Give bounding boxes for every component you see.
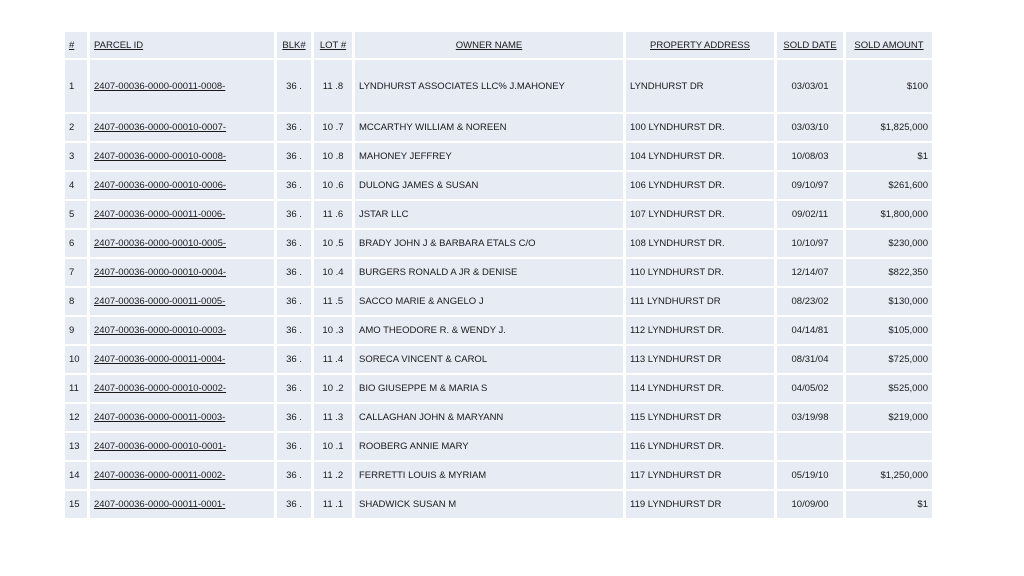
lot-number: 10 .6 bbox=[314, 172, 352, 199]
property-address: 108 LYNDHURST DR. bbox=[626, 230, 774, 257]
table-row bbox=[65, 201, 932, 228]
property-address: 110 LYNDHURST DR. bbox=[626, 259, 774, 286]
property-address: 116 LYNDHURST DR. bbox=[626, 433, 774, 460]
parcel-id-link[interactable]: 2407-00036-0000-00010-0003- bbox=[90, 317, 274, 344]
table-row bbox=[65, 143, 932, 170]
table-row bbox=[65, 462, 932, 489]
property-address: 119 LYNDHURST DR bbox=[626, 491, 774, 518]
table-body bbox=[65, 60, 932, 518]
property-address: 117 LYNDHURST DR bbox=[626, 462, 774, 489]
sold-date: 10/08/03 bbox=[777, 143, 843, 170]
table-row bbox=[65, 172, 932, 199]
lot-number: 10 .2 bbox=[314, 375, 352, 402]
table-header-row bbox=[65, 32, 932, 58]
owner-name: MCCARTHY WILLIAM & NOREEN bbox=[355, 114, 623, 141]
sold-date: 10/10/97 bbox=[777, 230, 843, 257]
owner-name: SORECA VINCENT & CAROL bbox=[355, 346, 623, 373]
row-number: 4 bbox=[65, 172, 87, 199]
block-number: 36 . bbox=[277, 288, 311, 315]
sold-date: 09/10/97 bbox=[777, 172, 843, 199]
parcel-id-link[interactable]: 2407-00036-0000-00010-0004- bbox=[90, 259, 274, 286]
lot-number: 10 .4 bbox=[314, 259, 352, 286]
owner-name: JSTAR LLC bbox=[355, 201, 623, 228]
block-number: 36 . bbox=[277, 143, 311, 170]
sold-date: 03/03/01 bbox=[777, 60, 843, 112]
block-number: 36 . bbox=[277, 172, 311, 199]
block-number: 36 . bbox=[277, 462, 311, 489]
sold-amount: $525,000 bbox=[846, 375, 932, 402]
lot-number: 11 .5 bbox=[314, 288, 352, 315]
block-number: 36 . bbox=[277, 201, 311, 228]
owner-name: FERRETTI LOUIS & MYRIAM bbox=[355, 462, 623, 489]
parcel-id-link[interactable]: 2407-00036-0000-00011-0006- bbox=[90, 201, 274, 228]
row-number: 1 bbox=[65, 60, 87, 112]
table-row bbox=[65, 346, 932, 373]
row-number: 14 bbox=[65, 462, 87, 489]
sold-date: 10/09/00 bbox=[777, 491, 843, 518]
header-owner-name[interactable]: OWNER NAME bbox=[355, 32, 623, 58]
header-blk[interactable]: BLK# bbox=[277, 32, 311, 58]
row-number: 15 bbox=[65, 491, 87, 518]
owner-name: AMO THEODORE R. & WENDY J. bbox=[355, 317, 623, 344]
lot-number: 10 .7 bbox=[314, 114, 352, 141]
property-address: 112 LYNDHURST DR. bbox=[626, 317, 774, 344]
owner-name: BURGERS RONALD A JR & DENISE bbox=[355, 259, 623, 286]
row-number: 5 bbox=[65, 201, 87, 228]
property-address: LYNDHURST DR bbox=[626, 60, 774, 112]
owner-name: SHADWICK SUSAN M bbox=[355, 491, 623, 518]
row-number: 10 bbox=[65, 346, 87, 373]
sold-amount bbox=[846, 433, 932, 460]
header-num: # bbox=[65, 32, 87, 58]
sold-amount: $725,000 bbox=[846, 346, 932, 373]
property-address: 114 LYNDHURST DR. bbox=[626, 375, 774, 402]
owner-name: SACCO MARIE & ANGELO J bbox=[355, 288, 623, 315]
parcel-id-link[interactable]: 2407-00036-0000-00011-0008- bbox=[90, 60, 274, 112]
row-number: 11 bbox=[65, 375, 87, 402]
owner-name: MAHONEY JEFFREY bbox=[355, 143, 623, 170]
table-row bbox=[65, 288, 932, 315]
block-number: 36 . bbox=[277, 433, 311, 460]
parcel-id-link[interactable]: 2407-00036-0000-00011-0001- bbox=[90, 491, 274, 518]
property-address: 113 LYNDHURST DR bbox=[626, 346, 774, 373]
parcel-id-link[interactable]: 2407-00036-0000-00010-0006- bbox=[90, 172, 274, 199]
property-address: 106 LYNDHURST DR. bbox=[626, 172, 774, 199]
header-lot[interactable]: LOT # bbox=[314, 32, 352, 58]
lot-number: 10 .3 bbox=[314, 317, 352, 344]
sold-amount: $130,000 bbox=[846, 288, 932, 315]
lot-number: 11 .4 bbox=[314, 346, 352, 373]
lot-number: 10 .1 bbox=[314, 433, 352, 460]
lot-number: 11 .6 bbox=[314, 201, 352, 228]
parcel-id-link[interactable]: 2407-00036-0000-00011-0003- bbox=[90, 404, 274, 431]
parcel-id-link[interactable]: 2407-00036-0000-00011-0004- bbox=[90, 346, 274, 373]
table-row bbox=[65, 114, 932, 141]
sold-date: 12/14/07 bbox=[777, 259, 843, 286]
table-row bbox=[65, 259, 932, 286]
sold-amount: $1,250,000 bbox=[846, 462, 932, 489]
sold-date: 04/14/81 bbox=[777, 317, 843, 344]
block-number: 36 . bbox=[277, 317, 311, 344]
sold-amount: $1 bbox=[846, 143, 932, 170]
row-number: 6 bbox=[65, 230, 87, 257]
block-number: 36 . bbox=[277, 230, 311, 257]
sold-amount: $822,350 bbox=[846, 259, 932, 286]
lot-number: 10 .5 bbox=[314, 230, 352, 257]
table-row bbox=[65, 375, 932, 402]
block-number: 36 . bbox=[277, 404, 311, 431]
property-address: 115 LYNDHURST DR bbox=[626, 404, 774, 431]
block-number: 36 . bbox=[277, 114, 311, 141]
table-row bbox=[65, 433, 932, 460]
header-parcel-id[interactable]: PARCEL ID bbox=[90, 32, 274, 58]
parcel-id-link[interactable]: 2407-00036-0000-00010-0005- bbox=[90, 230, 274, 257]
parcel-id-link[interactable]: 2407-00036-0000-00011-0002- bbox=[90, 462, 274, 489]
lot-number: 11 .8 bbox=[314, 60, 352, 112]
sold-date: 03/03/10 bbox=[777, 114, 843, 141]
block-number: 36 . bbox=[277, 346, 311, 373]
owner-name: ROOBERG ANNIE MARY bbox=[355, 433, 623, 460]
sold-date: 04/05/02 bbox=[777, 375, 843, 402]
header-sold-date[interactable]: SOLD DATE bbox=[777, 32, 843, 58]
lot-number: 10 .8 bbox=[314, 143, 352, 170]
parcel-id-link[interactable]: 2407-00036-0000-00010-0002- bbox=[90, 375, 274, 402]
row-number: 2 bbox=[65, 114, 87, 141]
table-row bbox=[65, 60, 932, 112]
sold-date: 08/31/04 bbox=[777, 346, 843, 373]
table-row bbox=[65, 317, 932, 344]
block-number: 36 . bbox=[277, 60, 311, 112]
sold-amount: $230,000 bbox=[846, 230, 932, 257]
sold-amount: $100 bbox=[846, 60, 932, 112]
row-number: 8 bbox=[65, 288, 87, 315]
owner-name: LYNDHURST ASSOCIATES LLC% J.MAHONEY bbox=[355, 60, 623, 112]
property-address: 107 LYNDHURST DR. bbox=[626, 201, 774, 228]
block-number: 36 . bbox=[277, 491, 311, 518]
sold-amount: $1 bbox=[846, 491, 932, 518]
sold-date: 08/23/02 bbox=[777, 288, 843, 315]
owner-name: BIO GIUSEPPE M & MARIA S bbox=[355, 375, 623, 402]
header-property-address[interactable]: PROPERTY ADDRESS bbox=[626, 32, 774, 58]
owner-name: BRADY JOHN J & BARBARA ETALS C/O bbox=[355, 230, 623, 257]
row-number: 9 bbox=[65, 317, 87, 344]
sold-date: 09/02/11 bbox=[777, 201, 843, 228]
table-row bbox=[65, 404, 932, 431]
parcel-table bbox=[62, 30, 935, 520]
lot-number: 11 .3 bbox=[314, 404, 352, 431]
sold-amount: $219,000 bbox=[846, 404, 932, 431]
sold-date: 03/19/98 bbox=[777, 404, 843, 431]
row-number: 12 bbox=[65, 404, 87, 431]
sold-amount: $261,600 bbox=[846, 172, 932, 199]
lot-number: 11 .1 bbox=[314, 491, 352, 518]
sold-amount: $105,000 bbox=[846, 317, 932, 344]
lot-number: 11 .2 bbox=[314, 462, 352, 489]
parcel-id-link[interactable]: 2407-00036-0000-00010-0008- bbox=[90, 143, 274, 170]
block-number: 36 . bbox=[277, 375, 311, 402]
row-number: 13 bbox=[65, 433, 87, 460]
sold-date bbox=[777, 433, 843, 460]
owner-name: DULONG JAMES & SUSAN bbox=[355, 172, 623, 199]
block-number: 36 . bbox=[277, 259, 311, 286]
parcel-id-link[interactable]: 2407-00036-0000-00010-0001- bbox=[90, 433, 274, 460]
header-sold-amount[interactable]: SOLD AMOUNT bbox=[846, 32, 932, 58]
parcel-id-link[interactable]: 2407-00036-0000-00010-0007- bbox=[90, 114, 274, 141]
row-number: 3 bbox=[65, 143, 87, 170]
property-address: 111 LYNDHURST DR bbox=[626, 288, 774, 315]
sold-amount: $1,800,000 bbox=[846, 201, 932, 228]
sold-date: 05/19/10 bbox=[777, 462, 843, 489]
table-row bbox=[65, 491, 932, 518]
property-address: 104 LYNDHURST DR. bbox=[626, 143, 774, 170]
owner-name: CALLAGHAN JOHN & MARYANN bbox=[355, 404, 623, 431]
row-number: 7 bbox=[65, 259, 87, 286]
property-address: 100 LYNDHURST DR. bbox=[626, 114, 774, 141]
parcel-id-link[interactable]: 2407-00036-0000-00011-0005- bbox=[90, 288, 274, 315]
sold-amount: $1,825,000 bbox=[846, 114, 932, 141]
table-row bbox=[65, 230, 932, 257]
